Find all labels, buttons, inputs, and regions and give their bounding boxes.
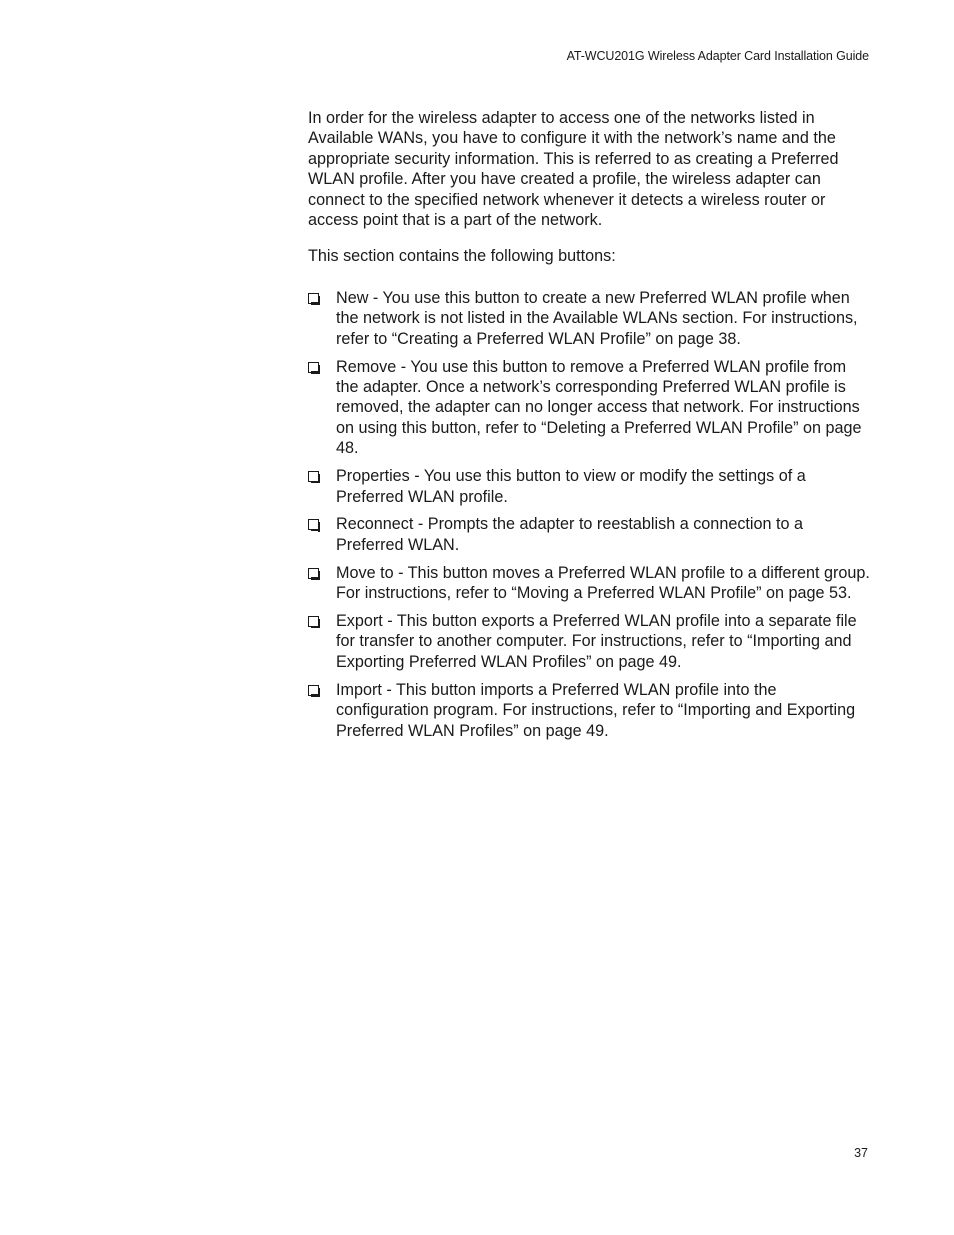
list-item-remove [308, 357, 872, 459]
checkbox-bullet-icon [308, 293, 319, 304]
list-item-text: Move to - This button moves a Preferred WLAN profile to a different group. For instructions, refer to “Moving a Preferred WLAN Profile” on page 53. [336, 563, 870, 603]
running-header: AT-WCU201G Wireless Adapter Card Installation Guide [566, 49, 869, 63]
list-item-move-to [308, 563, 872, 604]
list-item-text: Import - This button imports a Preferred WLAN profile into the configuration program. For instructions, refer to “Importing and Exporting Preferred WLAN Profiles” on page 49. [336, 680, 856, 740]
checkbox-bullet-icon [308, 685, 319, 696]
checkbox-bullet-icon [308, 362, 319, 373]
list-item-text: Remove - You use this button to remove a Preferred WLAN profile from the adapter. Once a network’s corresponding Preferred WLAN profile is removed, the adapter can no longer access that network. For instructions on using this button, refer to “Deleting a Preferred WLAN Profile” on page 48. [336, 357, 862, 458]
list-item-text: Properties - You use this button to view or modify the settings of a Preferred WLAN profile. [336, 467, 806, 506]
list-item-text: Reconnect - Prompts the adapter to reestablish a connection to a Preferred WLAN. [336, 515, 804, 554]
list-item-properties [308, 466, 872, 507]
checkbox-bullet-icon [308, 519, 319, 530]
list-item-reconnect [308, 514, 872, 555]
list-item-export [308, 611, 872, 672]
list-item-new [308, 288, 872, 349]
page-number: 37 [854, 1146, 868, 1160]
checkbox-bullet-icon [308, 568, 319, 579]
checkbox-bullet-icon [308, 616, 319, 627]
page-content [308, 108, 872, 748]
intro-paragraph: In order for the wireless adapter to access one of the networks listed in Available WANs, you have to configure it with the network’s name and the appropriate security information. This is referred to as creating a Preferred WLAN profile. After you have created a profile, the wireless adapter can connect to the specified network whenever it detects a wireless router or access point that is a part of the network. [308, 109, 839, 230]
list-item-text: New - You use this button to create a new Preferred WLAN profile when the network is not listed in the Available WLANs section. For instructions, refer to “Creating a Preferred WLAN Profile” on page 38. [336, 288, 858, 348]
checkbox-bullet-icon [308, 471, 319, 482]
button-list [308, 288, 872, 741]
list-item-text: Export - This button exports a Preferred WLAN profile into a separate file for transfer to another computer. For instructions, refer to “Importing and Exporting Preferred WLAN Profiles” on page 49. [336, 612, 857, 671]
section-intro: This section contains the following buttons: [308, 247, 616, 266]
list-item-import [308, 680, 872, 741]
